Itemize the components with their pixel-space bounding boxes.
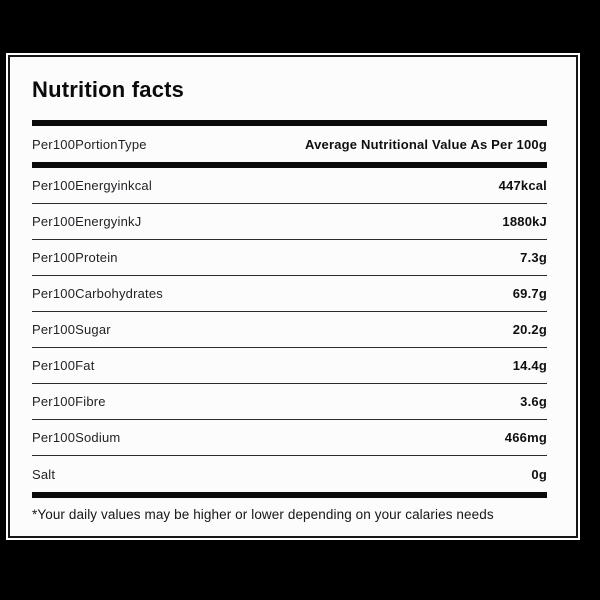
- table-row-protein: [32, 240, 547, 276]
- row-value: 7.3g: [520, 250, 547, 266]
- nutrition-rows: [32, 168, 547, 492]
- row-value: 14.4g: [512, 358, 547, 374]
- row-value: 69.7g: [512, 286, 547, 302]
- nutrition-facts-card: [8, 55, 578, 538]
- row-label: Per100Energyinkcal: [32, 178, 152, 194]
- header-average-value-label: Average Nutritional Value As Per 100g: [305, 136, 547, 152]
- table-row-sugar: [32, 312, 547, 348]
- row-value: 20.2g: [512, 322, 547, 338]
- row-value: 447kcal: [498, 178, 547, 194]
- row-label: Per100Fat: [32, 358, 95, 374]
- table-row-fibre: [32, 384, 547, 420]
- divider-thick-bottom: [32, 492, 547, 498]
- page-title: Nutrition facts: [32, 77, 185, 102]
- table-row-carbohydrates: [32, 276, 547, 312]
- row-label: Salt: [32, 466, 56, 482]
- nutrition-facts-content: [10, 57, 576, 536]
- row-value: 0g: [531, 466, 547, 482]
- row-label: Per100Carbohydrates: [32, 286, 163, 302]
- row-label: Per100Protein: [32, 250, 118, 266]
- header-portion-type-label: Per100PortionType: [32, 136, 147, 152]
- table-row-salt: [32, 456, 547, 492]
- row-label: Per100EnergyinkJ: [32, 214, 142, 230]
- row-label: Per100Sugar: [32, 322, 111, 338]
- table-row-energy-kcal: [32, 168, 547, 204]
- row-label: Per100Fibre: [32, 394, 106, 410]
- table-row-fat: [32, 348, 547, 384]
- table-row-energy-kj: [32, 204, 547, 240]
- table-row-sodium: [32, 420, 547, 456]
- daily-values-footnote: *Your daily values may be higher or lower depending on your calaries needs: [32, 507, 494, 523]
- row-value: 466mg: [504, 430, 547, 446]
- row-value: 1880kJ: [502, 214, 547, 230]
- row-label: Per100Sodium: [32, 430, 121, 446]
- row-value: 3.6g: [520, 394, 547, 410]
- table-header-row: [32, 126, 547, 162]
